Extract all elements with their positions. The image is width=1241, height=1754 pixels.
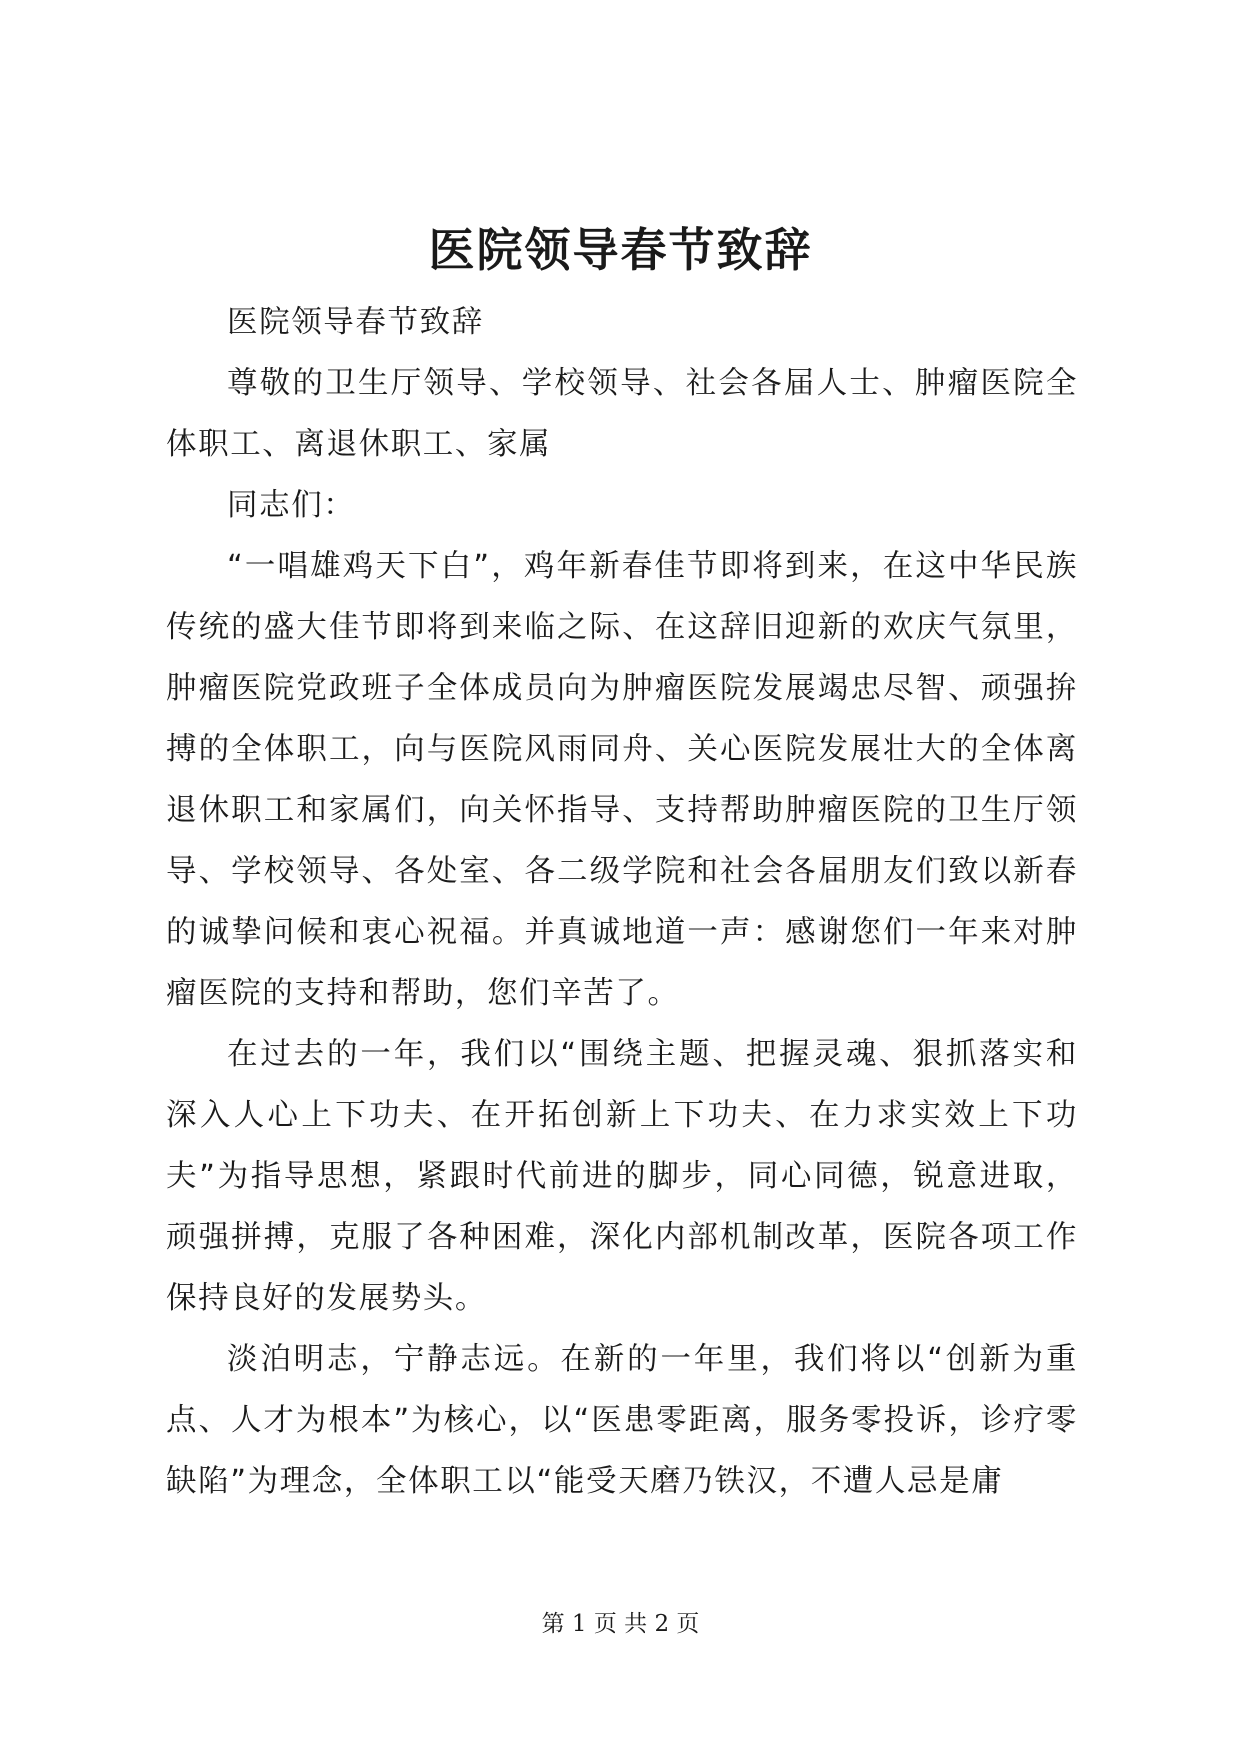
page-number-footer: 第 1 页 共 2 页 [541,1611,700,1637]
paragraph-subtitle: 医院领导春节致辞 [227,305,484,340]
paragraph-body: 淡泊明志，宁静志远。在新的一年里，我们将以“创新为重点、人才为根本”为核心，以“医患零距离，服务零投诉，诊疗零缺陷”为理念，全体职工以“能受天磨乃铁汉，不遭人忌是庸 [166,1342,1078,1499]
paragraph-body: 在过去的一年，我们以“围绕主题、把握灵魂、狠抓落实和深入人心上下功夫、在开拓创新上下功夫、在力求实效上下功夫”为指导思想，紧跟时代前进的脚步，同心同德，锐意进取，顽强拼搏，克服了各种困难，深化内部机制改革，医院各项工作保持良好的发展势头。 [166,1037,1078,1316]
document-title: 医院领导春节致辞 [428,223,813,277]
document-body [166,292,1078,1512]
paragraph-body: “一唱雄鸡天下白”，鸡年新春佳节即将到来，在这中华民族传统的盛大佳节即将到来临之际、在这辞旧迎新的欢庆气氛里，肿瘤医院党政班子全体成员向为肿瘤医院发展竭忠尽智、顽强拚搏的全体职工，向与医院风雨同舟、关心医院发展壮大的全体离退休职工和家属们，向关怀指导、支持帮助肿瘤医院的卫生厅领导、学校领导、各处室、各二级学院和社会各届朋友们致以新春的诚挚问候和衷心祝福。并真诚地道一声：感谢您们一年来对肿瘤医院的支持和帮助，您们辛苦了。 [166,549,1078,1011]
paragraph-greeting: 同志们： [227,488,356,523]
paragraph-salutation: 尊敬的卫生厅领导、学校领导、社会各届人士、肿瘤医院全体职工、离退休职工、家属 [166,366,1078,462]
